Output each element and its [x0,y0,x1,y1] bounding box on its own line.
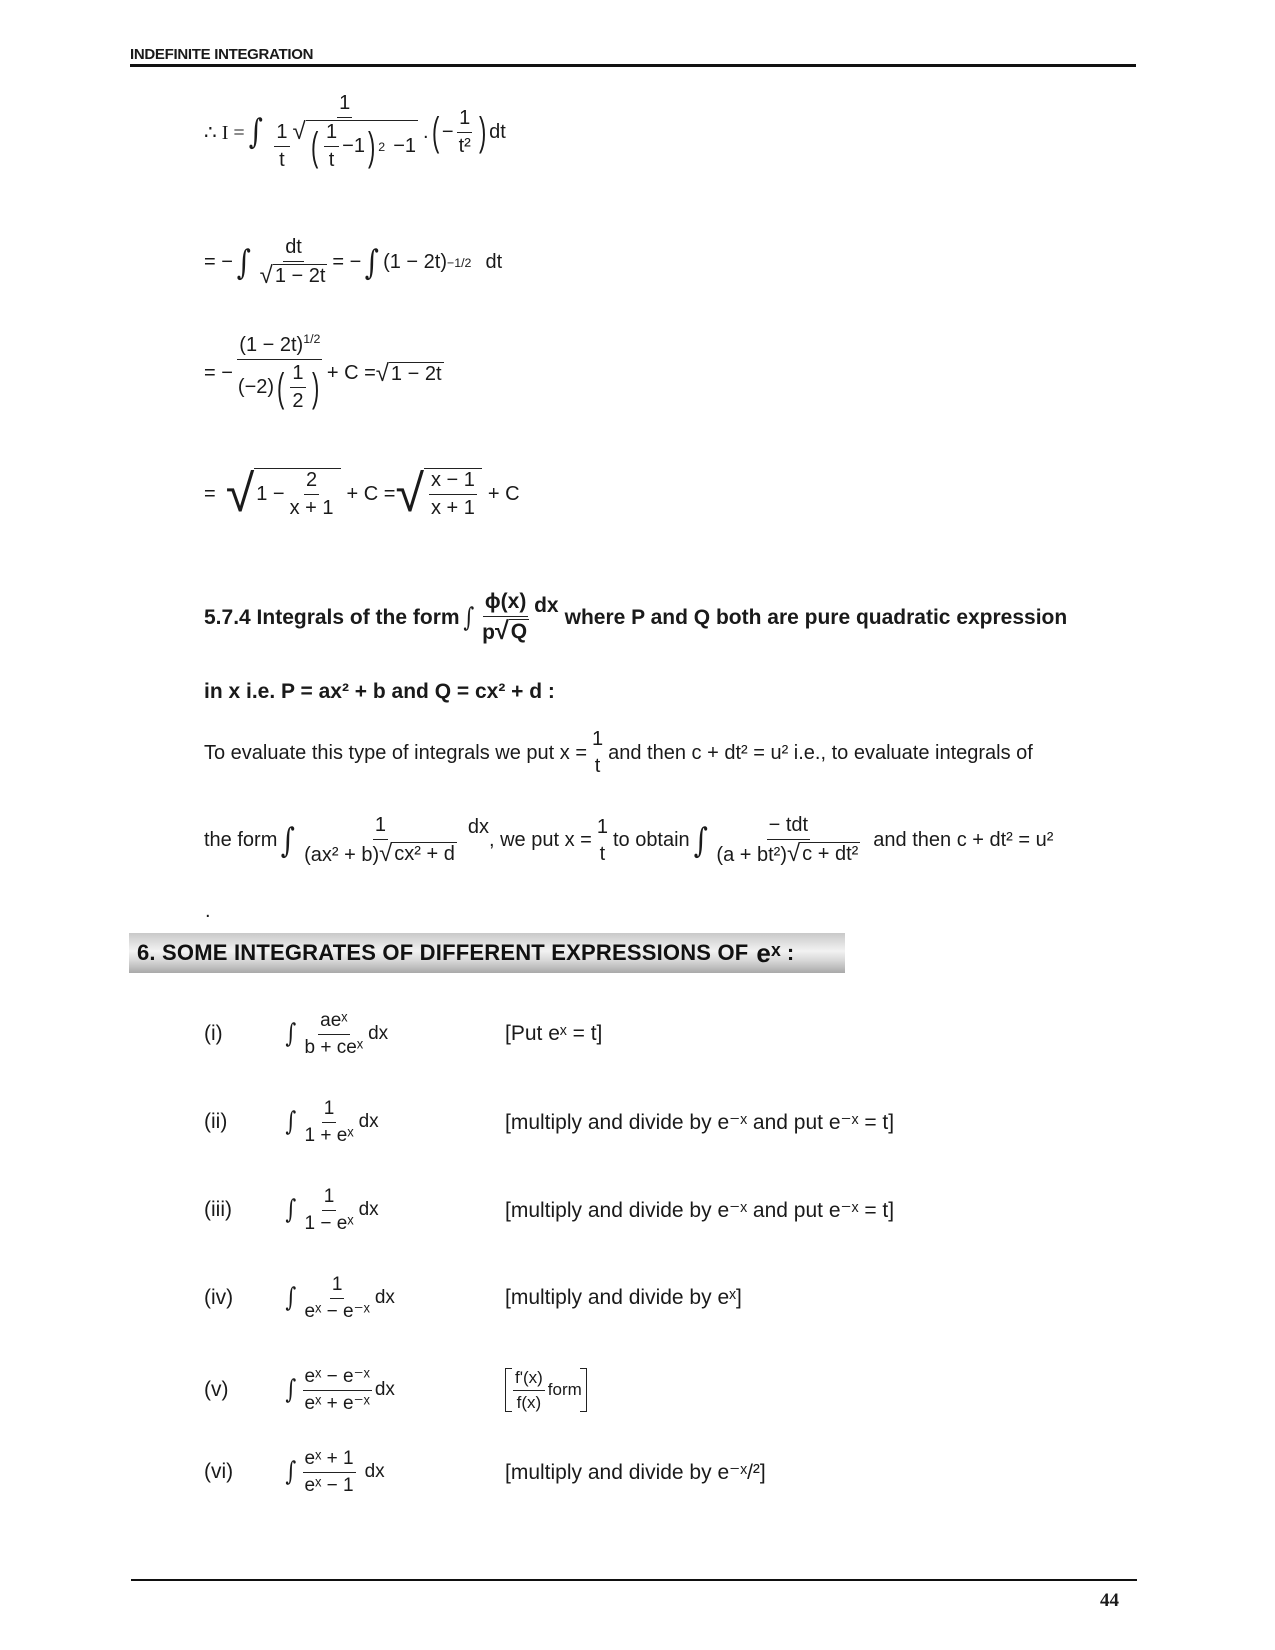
paren-open: ( [310,124,319,169]
main-fraction [269,92,420,172]
para-mid: , we put x = [488,829,592,851]
num: dt [283,236,304,262]
obtain-fraction [714,814,862,867]
item-label: (i) [204,1022,223,1045]
fraction [258,236,330,289]
item-hint [505,1368,587,1412]
integral-sign: ∫ [285,1107,297,1137]
section-5-7-4-heading [204,590,1136,645]
list-item-ii [204,1092,1104,1152]
radical-icon: √ [395,465,424,523]
den: x + 1 [289,497,334,519]
num: 1 [324,121,339,147]
den: t [328,149,335,171]
den [714,840,862,867]
integral-sign: ∫ [693,820,708,861]
num: eˣ − e⁻ˣ [303,1366,372,1391]
integral-sign: ∫ [248,112,263,152]
eq-prefix: ∴ I = [204,121,245,144]
den: t [594,755,601,777]
num: 1 [592,728,604,750]
den: b + ceˣ [304,1036,364,1058]
item-hint: [multiply and divide by e⁻ˣ and put e⁻ˣ = t] [505,1198,895,1222]
section-6-banner [129,933,845,973]
fraction [303,1274,372,1323]
header-rule [130,64,1136,67]
square-root [375,359,444,387]
factor-frac [457,107,473,158]
num: 2 [304,469,319,495]
integral-sign: ∫ [462,602,474,633]
radical-icon: √ [259,262,273,289]
integral-sign: ∫ [285,1457,297,1487]
dx: dx [374,1379,395,1400]
exponent: 1/2 [303,331,321,346]
den: 2 [292,390,304,412]
paragraph-form [204,814,1136,867]
radical-icon: √ [375,359,389,387]
paren-open: ( [431,110,439,154]
p: p [482,621,495,645]
list-item-i [204,1004,1104,1064]
num: 1 [322,1186,337,1211]
num: aeˣ [318,1010,349,1035]
paren-close: ) [478,110,487,154]
den: 1 + eˣ [304,1124,354,1146]
list-item-v [204,1360,1104,1420]
differential: dt [489,120,506,143]
banner-text: 6. SOME INTEGRATES OF DIFFERENT EXPRESSIONS OF [137,940,749,965]
plus-c-equals: + C = [326,362,376,384]
list-item-iii [204,1180,1104,1240]
den: eˣ − e⁻ˣ [304,1300,370,1322]
para-lead: the form [204,829,278,851]
square-root [260,264,328,288]
integral-sign: ∫ [285,1019,297,1049]
num: 1 [457,107,472,133]
den-left: (ax² + b) [304,844,380,866]
trailing-dot: . [205,900,211,922]
den: 1 − eˣ [304,1212,354,1234]
item-hint: [multiply and divide by e⁻ˣ/²] [505,1460,766,1484]
num: x − 1 [429,469,477,495]
integral-sign: ∫ [365,242,380,283]
den: t [599,842,606,865]
num [237,331,322,360]
one-over-t [590,728,605,778]
num: 1 [596,815,608,838]
dx: dx [534,594,559,617]
form-fraction [302,814,459,867]
den: t² [458,134,471,157]
q: Q [510,620,528,644]
one-minus: 1 − [256,483,285,505]
differential: dt [485,251,503,273]
radical-icon: √ [292,118,306,145]
radical-icon: √ [379,840,393,867]
section-5-7-4-heading-line2: in x i.e. P = ax² + b and Q = cx² + d : [204,680,555,703]
den: eˣ − 1 [304,1474,354,1496]
dx: dx [368,1023,389,1044]
dx: dx [358,1199,379,1220]
minus-one-tail: −1 [393,135,416,157]
integral-sign: ∫ [236,242,251,283]
eq-prefix: = [204,482,216,505]
fraction [303,1186,356,1235]
item-integral [282,1098,505,1147]
fraction [429,469,477,520]
paragraph-substitution [204,728,1136,778]
num: 1 [373,814,388,840]
square-root [787,842,860,866]
plus-c: + C [487,482,520,505]
den: t [279,148,285,171]
num: 1 [322,1098,337,1123]
equals-minus: = − [332,251,362,273]
den [302,840,459,867]
one-over-t [274,121,289,172]
square-root [495,619,529,644]
num: 1 [330,1274,345,1299]
item-hint: [multiply and divide by e⁻ˣ and put e⁻ˣ = t] [505,1110,895,1134]
radicand [424,468,482,520]
radicand: 1 − 2t [390,362,442,385]
power-base: (1 − 2t) [383,251,447,273]
inner-frac [324,121,339,172]
integral-sign: ∫ [285,1195,297,1225]
item-integral [282,1010,505,1059]
bracket [505,1368,587,1412]
item-label: (vi) [204,1460,234,1483]
square-root [379,842,457,866]
num: 1 [290,362,305,388]
radicand: c + dt² [802,843,859,865]
minus-two: (−2) [237,376,275,398]
eq-prefix: = − [204,362,233,384]
to-obtain: to obtain [612,829,690,851]
para-tail: and then c + dt² = u² i.e., to evaluate integrals of [608,741,1033,764]
integral-sign: ∫ [281,820,296,861]
item-label: (iii) [204,1198,232,1221]
item-label: (ii) [204,1110,228,1133]
para-tail: and then c + dt² = u² [873,829,1054,851]
fprime-over-f [513,1368,545,1412]
minus-one: −1 [342,135,365,157]
form-label: form [547,1380,582,1399]
numerator: 1 [337,92,352,118]
radical-icon: √ [225,465,255,523]
radical-icon: √ [786,840,801,867]
heading-lead: 5.7.4 Integrals of the form [204,605,460,629]
num: 1 [274,121,289,147]
dx: dx [374,1287,395,1308]
square-root [225,465,341,523]
fraction [236,331,324,413]
page-number: 44 [1100,1590,1119,1611]
den [236,360,324,413]
num: − tdt [767,814,810,840]
equation-step-3 [204,331,444,413]
num: f'(x) [513,1368,545,1391]
radical-icon: √ [494,617,509,646]
banner-colon: : [786,940,795,965]
square-root [293,120,418,172]
radicand [254,468,340,520]
radicand: ( $\frac{1}{t}$ −1 ) 2 −1 [306,120,418,172]
denominator [269,118,420,172]
banner-ex: eˣ [756,937,781,968]
dx: dx [358,1111,379,1132]
den: f(x) [516,1392,542,1412]
item-integral [282,1448,505,1497]
fraction [303,1010,366,1059]
fraction [303,1098,356,1147]
half [290,362,305,413]
integral-sign: ∫ [285,1375,297,1405]
heading-fraction [480,590,531,645]
dx: dx [467,816,489,838]
equation-step-2: = − ∫ dt √ 1 − 2t = − ∫ (1 − 2t) −1/2 dt [204,236,503,289]
radicand: 1 − 2t [274,265,326,287]
list-item-iv [204,1268,1104,1328]
fraction [303,1366,372,1415]
item-label: (v) [204,1378,229,1401]
paren-open: ( [277,365,285,410]
square-root [395,465,481,523]
den [258,262,330,289]
item-integral [282,1274,505,1323]
item-hint: [Put eˣ = t] [505,1022,603,1045]
plus-c-equals: + C = [346,482,396,505]
fraction [303,1448,356,1497]
den [480,617,531,645]
item-hint: [multiply and divide by eˣ] [505,1286,742,1309]
eq-prefix: = − [204,251,233,273]
equation-step-1: ∴ I = ∫ 1 $\frac{1}{t}$ √ ( $\frac{1}{t}$ −1 ) 2 −1 . ( − $\frac{1}{\text{t²}}$ ) dt [204,92,506,171]
num: ϕ(x) [483,590,528,617]
num: eˣ + 1 [303,1448,356,1473]
item-integral [282,1366,505,1415]
minus-sign: − [441,120,454,143]
equation-step-4 [204,465,520,523]
radicand: cx² + d [394,843,455,865]
list-item-vi [204,1442,1104,1502]
den-left: (a + bt²) [716,844,787,866]
footer-rule [131,1579,1137,1581]
den: x + 1 [430,497,475,519]
integral-sign: ∫ [285,1283,297,1313]
one-over-t [595,816,610,866]
paren-close: ) [311,365,319,410]
paren-close: ) [367,124,376,169]
item-integral [282,1186,505,1235]
dx: dx [364,1461,385,1482]
base: (1 − 2t) [239,334,304,356]
den: eˣ + e⁻ˣ [304,1392,370,1414]
heading-tail: where P and Q both are pure quadratic expression [564,605,1068,629]
para-lead: To evaluate this type of integrals we put x = [204,741,587,764]
item-label: (iv) [204,1286,234,1309]
fraction [288,469,336,520]
running-header-title: INDEFINITE INTEGRATION [130,46,314,63]
